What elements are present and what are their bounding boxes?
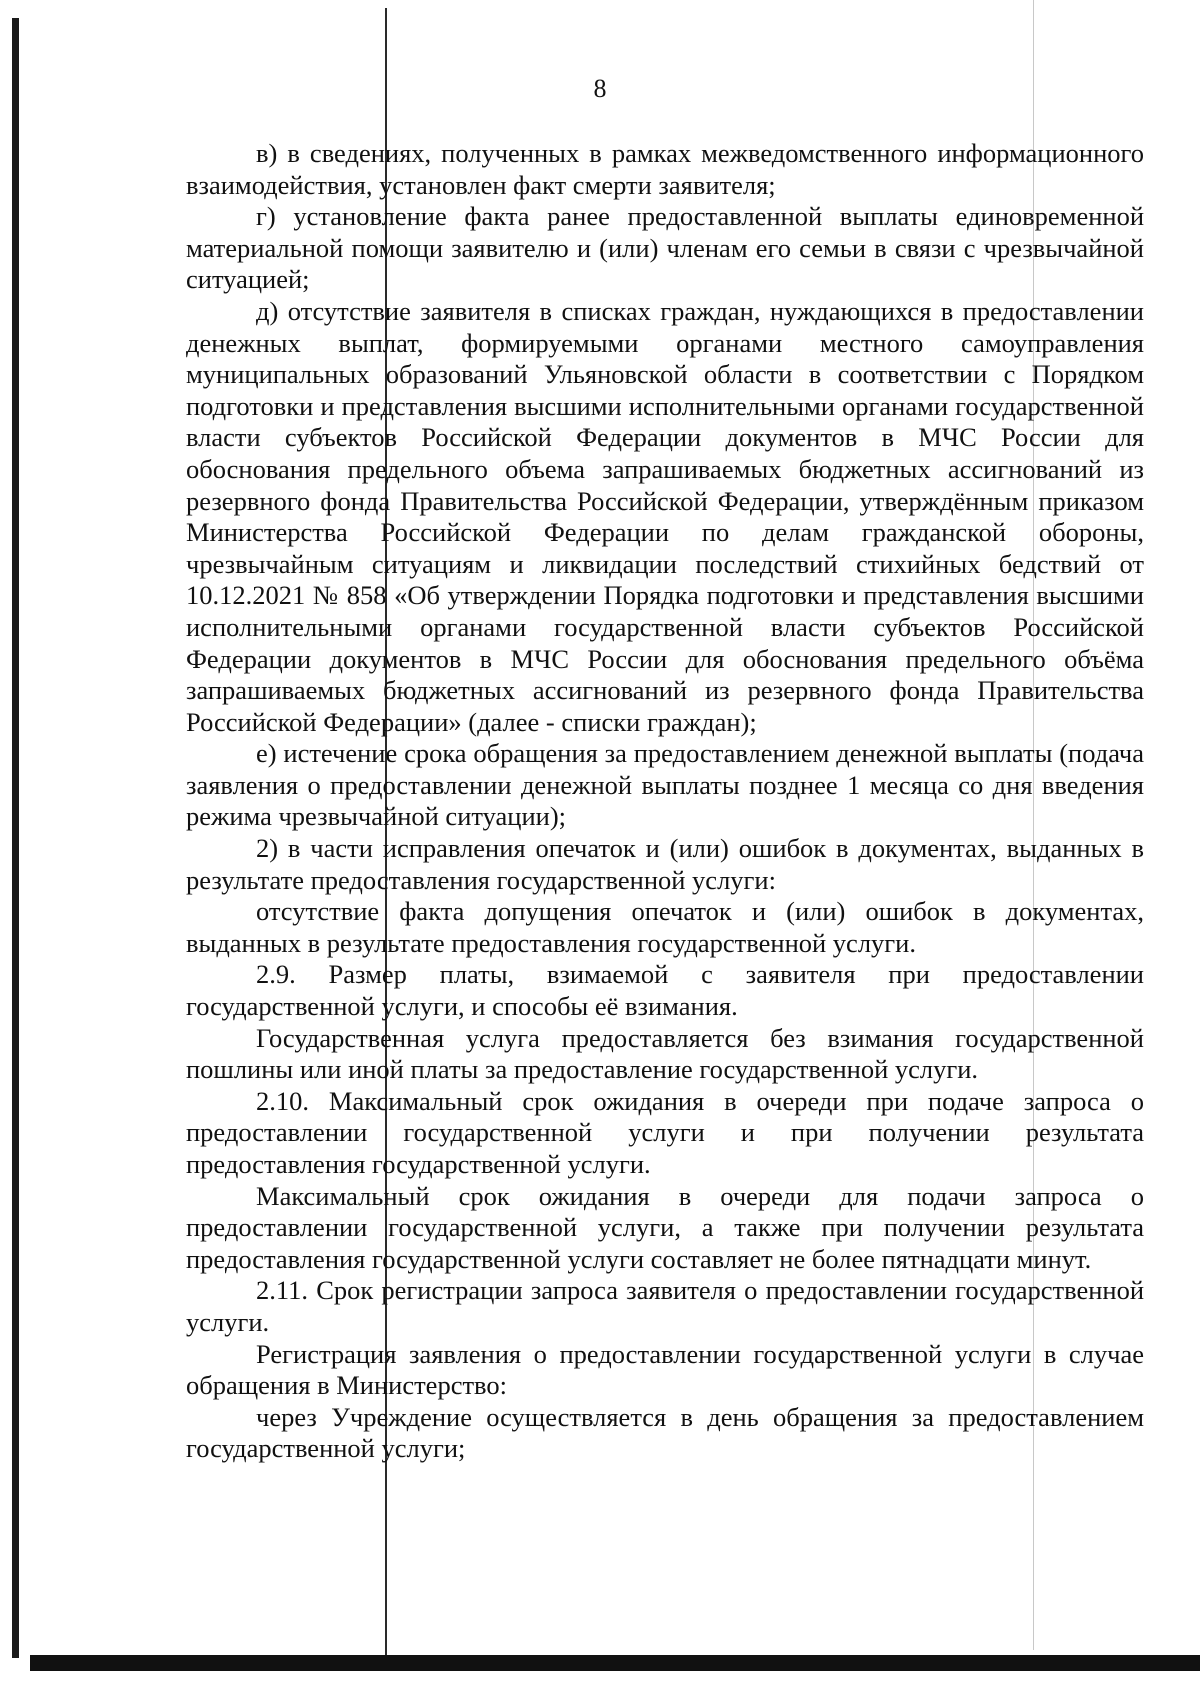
paragraph-item-d: д) отсутствие заявителя в списках граждан, нуждающихся в предоставлении денежных выплат, формируемыми органами местного самоуправления муниципальных образований Ульяновской области в соответствии с Порядком подготовки и представления высшими исполнительными органами государственной власти субъектов Российской Федерации документов в МЧС России для обоснования предельного объема запрашиваемых бюджетных ассигнований из резервного фонда Правительства Российской Федерации, утверждённым приказом Министерства Российской Федерации по делам гражданской обороны, чрезвычайным ситуациям и ликвидации последствий стихийных бедствий от 10.12.2021 № 858 «Об утверждении Порядка подготовки и представления высшими исполнительными органами государственной власти субъектов Российской Федерации документов в МЧС России для обоснования предельного объёма запрашиваемых бюджетных ассигнований из резервного фонда Правительства Российской Федерации» (далее - списки граждан);: [186, 295, 1144, 737]
document-body: [186, 138, 1144, 1465]
paragraph-section-2-9: 2.9. Размер платы, взимаемой с заявителя при предоставлении государственной услуги, и способы её взимания.: [186, 959, 1144, 1022]
paragraph-item-2: 2) в части исправления опечаток и (или) ошибок в документах, выданных в результате предоставления государственной услуги:: [186, 833, 1144, 895]
paragraph-registration: Регистрация заявления о предоставлении государственной услуги в случае обращения в Министерство:: [186, 1338, 1144, 1401]
scan-bottom-edge: [30, 1655, 1200, 1671]
paragraph-item-g: г) установление факта ранее предоставленной выплаты единовременной материальной помощи заявителю и (или) членам его семьи в связи с чрезвычайной ситуацией;: [186, 201, 1144, 295]
page-number: 8: [593, 74, 607, 103]
paragraph-max-wait: Максимальный срок ожидания в очереди для подачи запроса о предоставлении государственной услуги, а также при получении результата предоставления государственной услуги составляет не более пятнадцати минут.: [186, 1180, 1144, 1274]
paragraph-section-2-10: 2.10. Максимальный срок ожидания в очереди при подаче запроса о предоставлении государственной услуги и при получении результата предоставления государственной услуги.: [186, 1085, 1144, 1179]
paragraph-item-v: в) в сведениях, полученных в рамках межведомственного информационного взаимодействия, установлен факт смерти заявителя;: [186, 138, 1144, 200]
paragraph-section-2-11: 2.11. Срок регистрации запроса заявителя о предоставлении государственной услуги.: [186, 1275, 1144, 1337]
paragraph-via-institution: через Учреждение осуществляется в день обращения за предоставлением государственной услуги;: [186, 1401, 1144, 1464]
paragraph-no-typo-fact: отсутствие факта допущения опечаток и (или) ошибок в документах, выданных в результате предоставления государственной услуги.: [186, 896, 1144, 958]
scan-edge-shadow: [12, 18, 19, 1658]
paragraph-no-fee: Государственная услуга предоставляется без взимания государственной пошлины или иной платы за предоставление государственной услуги.: [186, 1022, 1144, 1085]
paragraph-item-e: е) истечение срока обращения за предоставлением денежной выплаты (подача заявления о предоставлении денежной выплаты позднее 1 месяца со дня введения режима чрезвычайной ситуации);: [186, 738, 1144, 832]
